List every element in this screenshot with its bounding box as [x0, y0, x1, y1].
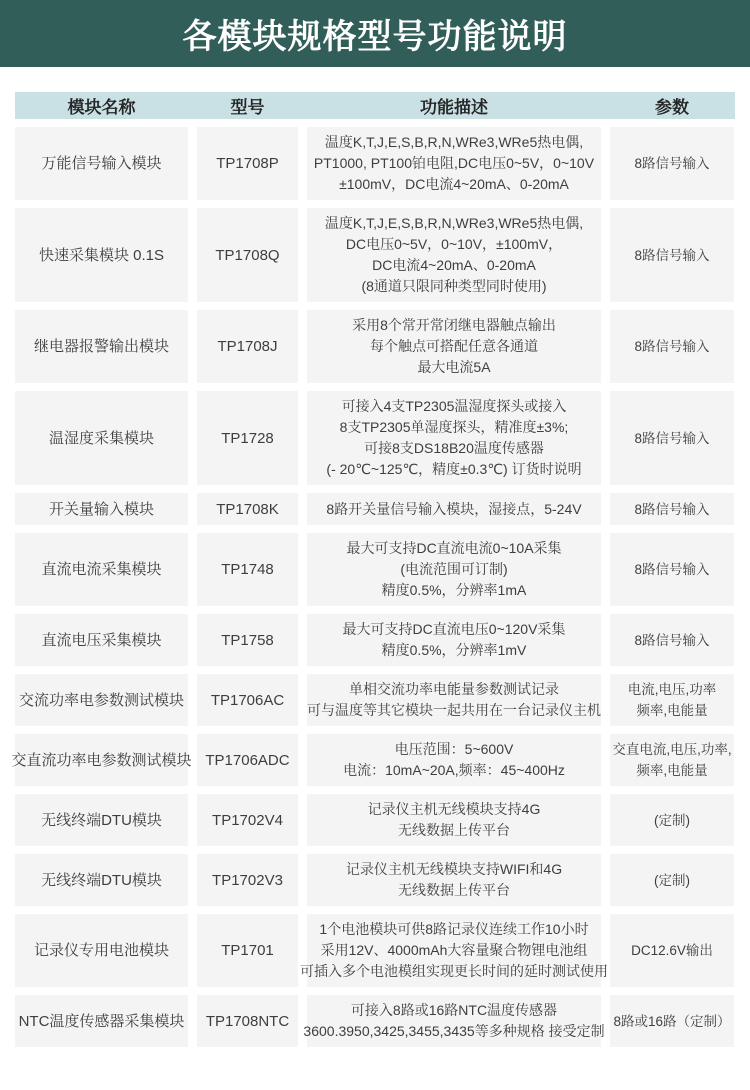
params-cell — [610, 995, 734, 1047]
text-line: 交流功率电参数测试模块 — [18, 691, 184, 709]
params-cell — [610, 391, 734, 485]
text-line: (- 20℃~125℃，精度±0.3℃) 订货时说明 — [326, 461, 582, 477]
module-name-cell — [15, 310, 188, 383]
params-cell — [610, 914, 734, 987]
text-line: 最大可支持DC直流电压0~120V采集 — [342, 621, 566, 637]
description-cell — [307, 391, 601, 485]
text-line: 电流：10mA~20A,频率：45~400Hz — [343, 762, 565, 778]
module-name-cell — [15, 391, 188, 485]
params-cell — [610, 533, 734, 606]
model-cell — [197, 391, 298, 485]
module-name-cell — [15, 533, 188, 606]
module-name-cell — [15, 127, 188, 200]
module-name-cell — [15, 614, 188, 666]
module-name-cell — [15, 794, 188, 846]
text-line: 最大可支持DC直流电流0~10A采集 — [346, 540, 562, 556]
column-header-function-desc: 功能描述 — [420, 98, 488, 117]
text-line: ±100mV，DC电流4~20mA、0-20mA — [339, 176, 569, 192]
description-cell — [307, 674, 601, 726]
table-header-row — [15, 92, 735, 119]
text-line: 采用8个常开常闭继电器触点输出 — [352, 317, 556, 333]
text-line: 开关量输入模块 — [48, 500, 154, 518]
params-cell — [610, 310, 734, 383]
text-line: 温湿度采集模块 — [48, 429, 154, 447]
text-line: 快速采集模块 0.1S — [38, 246, 165, 264]
text-line: 温度K,T,J,E,S,B,R,N,WRe3,WRe5热电偶, — [324, 215, 584, 231]
model-cell — [197, 127, 298, 200]
description-cell — [307, 794, 601, 846]
spec-table — [11, 92, 735, 1047]
text-line: 继电器报警输出模块 — [33, 338, 169, 355]
params-cell — [610, 854, 734, 906]
text-line: 交直流功率电参数测试模块 — [11, 751, 192, 769]
text-line: (电流范围可订制) — [400, 561, 508, 577]
text-line: 8路信号输入 — [634, 501, 710, 517]
text-line: TP1708P — [216, 155, 279, 172]
module-name-cell — [15, 674, 188, 726]
text-line: TP1728 — [221, 429, 274, 447]
page-header — [0, 0, 750, 67]
text-line: DC电压0~5V，0~10V，±100mV， — [345, 236, 563, 252]
params-cell — [610, 614, 734, 666]
page-title: 各模块规格型号功能说明 — [182, 18, 568, 56]
text-line: 精度0.5%，分辨率1mA — [381, 582, 527, 598]
description-cell — [307, 310, 601, 383]
module-name-cell — [11, 734, 192, 786]
text-line: NTC温度传感器采集模块 — [18, 1012, 185, 1030]
model-cell — [197, 854, 298, 906]
text-line: TP1701 — [221, 942, 274, 959]
model-cell — [197, 533, 298, 606]
module-name-cell — [15, 493, 188, 525]
text-line: 无线终端DTU模块 — [41, 871, 162, 889]
model-cell — [197, 794, 298, 846]
model-cell — [197, 208, 298, 302]
description-cell — [307, 734, 601, 786]
text-line: 1个电池模块可供8路记录仪连续工作10小时 — [319, 921, 589, 937]
description-cell — [307, 533, 601, 606]
text-line: 直流电压采集模块 — [41, 631, 162, 649]
text-line: 无线终端DTU模块 — [41, 811, 162, 829]
text-line: TP1702V4 — [212, 811, 283, 829]
model-cell — [197, 734, 298, 786]
params-cell — [610, 493, 734, 525]
model-cell — [197, 493, 298, 525]
text-line: 直流电流采集模块 — [41, 561, 162, 578]
text-line: (8通道只限同种类型同时使用) — [361, 278, 547, 294]
params-cell — [610, 208, 734, 302]
text-line: 可接8支DS18B20温度传感器 — [364, 440, 544, 456]
params-cell — [610, 127, 734, 200]
text-line: 记录仪主机无线模块支持4G — [367, 801, 541, 817]
text-line: PT1000, PT100铂电阻,DC电压0~5V，0~10V — [313, 155, 595, 171]
module-name-cell — [15, 995, 188, 1047]
text-line: 无线数据上传平台 — [398, 882, 510, 898]
model-cell — [197, 995, 298, 1047]
text-line: 8路信号输入 — [634, 339, 710, 354]
text-line: 8路或16路（定制） — [613, 1013, 731, 1029]
text-line: 电压范围：5~600V — [394, 741, 514, 757]
text-line: TP1708K — [216, 500, 279, 518]
text-line: 8路开关量信号输入模块，湿接点，5-24V — [326, 500, 582, 517]
params-cell — [610, 794, 734, 846]
text-line: TP1708J — [217, 338, 278, 355]
text-line: 8支TP2305单湿度探头，精准度±3%; — [339, 419, 569, 435]
model-cell — [197, 614, 298, 666]
text-line: 电流,电压,功率 — [627, 682, 717, 697]
table-body — [11, 127, 735, 1047]
module-name-cell — [15, 854, 188, 906]
text-line: 8路信号输入 — [634, 247, 710, 263]
text-line: 8路信号输入 — [634, 632, 710, 648]
text-line: 每个触点可搭配任意各通道 — [370, 338, 538, 354]
text-line: (定制) — [654, 812, 690, 828]
text-line: 采用12V、4000mAh大容量聚合物锂电池组 — [320, 942, 588, 958]
description-cell — [307, 614, 601, 666]
text-line: 可插入多个电池模组实现更长时间的延时测试使用 — [300, 963, 608, 979]
text-line: 可与温度等其它模块一起共用在一台记录仪主机 — [307, 702, 601, 718]
text-line: 可接入4支TP2305温湿度探头或接入 — [341, 398, 567, 414]
description-cell — [307, 493, 601, 525]
text-line: 8路信号输入 — [634, 156, 710, 171]
description-cell — [307, 854, 601, 906]
column-header-params: 参数 — [655, 98, 689, 117]
description-cell — [303, 995, 605, 1047]
text-line: TP1706ADC — [205, 751, 290, 769]
text-line: 精度0.5%，分辨率1mV — [381, 642, 527, 658]
column-header-module-name: 模块名称 — [67, 98, 136, 117]
text-line: 温度K,T,J,E,S,B,R,N,WRe3,WRe5热电偶, — [324, 134, 584, 150]
text-line: TP1706AC — [210, 691, 285, 709]
text-line: 单相交流功率电能量参数测试记录 — [349, 681, 559, 697]
description-cell — [307, 208, 601, 302]
text-line: 可接入8路或16路NTC温度传感器 — [350, 1002, 558, 1018]
description-cell — [307, 127, 601, 200]
text-line: 记录仪专用电池模块 — [33, 942, 169, 959]
text-line: TP1702V3 — [212, 871, 283, 889]
text-line: TP1748 — [221, 561, 274, 578]
module-name-cell — [15, 914, 188, 987]
text-line: TP1708NTC — [205, 1012, 290, 1030]
text-line: 3600.3950,3425,3455,3435等多种规格 接受定制 — [303, 1023, 605, 1039]
text-line: TP1758 — [221, 631, 274, 649]
text-line: 无线数据上传平台 — [398, 822, 510, 838]
model-cell — [197, 310, 298, 383]
text-line: 最大电流5A — [417, 359, 491, 375]
text-line: 万能信号输入模块 — [41, 155, 162, 172]
text-line: 8路信号输入 — [634, 562, 710, 577]
text-line: 频率,电能量 — [636, 703, 708, 718]
model-cell — [197, 674, 298, 726]
text-line: 交直电流,电压,功率, — [612, 742, 732, 757]
text-line: DC电流4~20mA、0-20mA — [372, 257, 536, 273]
params-cell — [610, 734, 734, 786]
model-cell — [197, 914, 298, 987]
text-line: 8路信号输入 — [634, 430, 710, 446]
text-line: (定制) — [654, 872, 690, 888]
module-name-cell — [15, 208, 188, 302]
text-line: 频率,电能量 — [636, 763, 708, 778]
text-line: 记录仪主机无线模块支持WIFI和4G — [345, 861, 563, 877]
column-header-model: 型号 — [230, 98, 265, 117]
text-line: DC12.6V输出 — [631, 943, 713, 958]
description-cell — [300, 914, 608, 987]
text-line: TP1708Q — [215, 246, 280, 264]
params-cell — [610, 674, 734, 726]
